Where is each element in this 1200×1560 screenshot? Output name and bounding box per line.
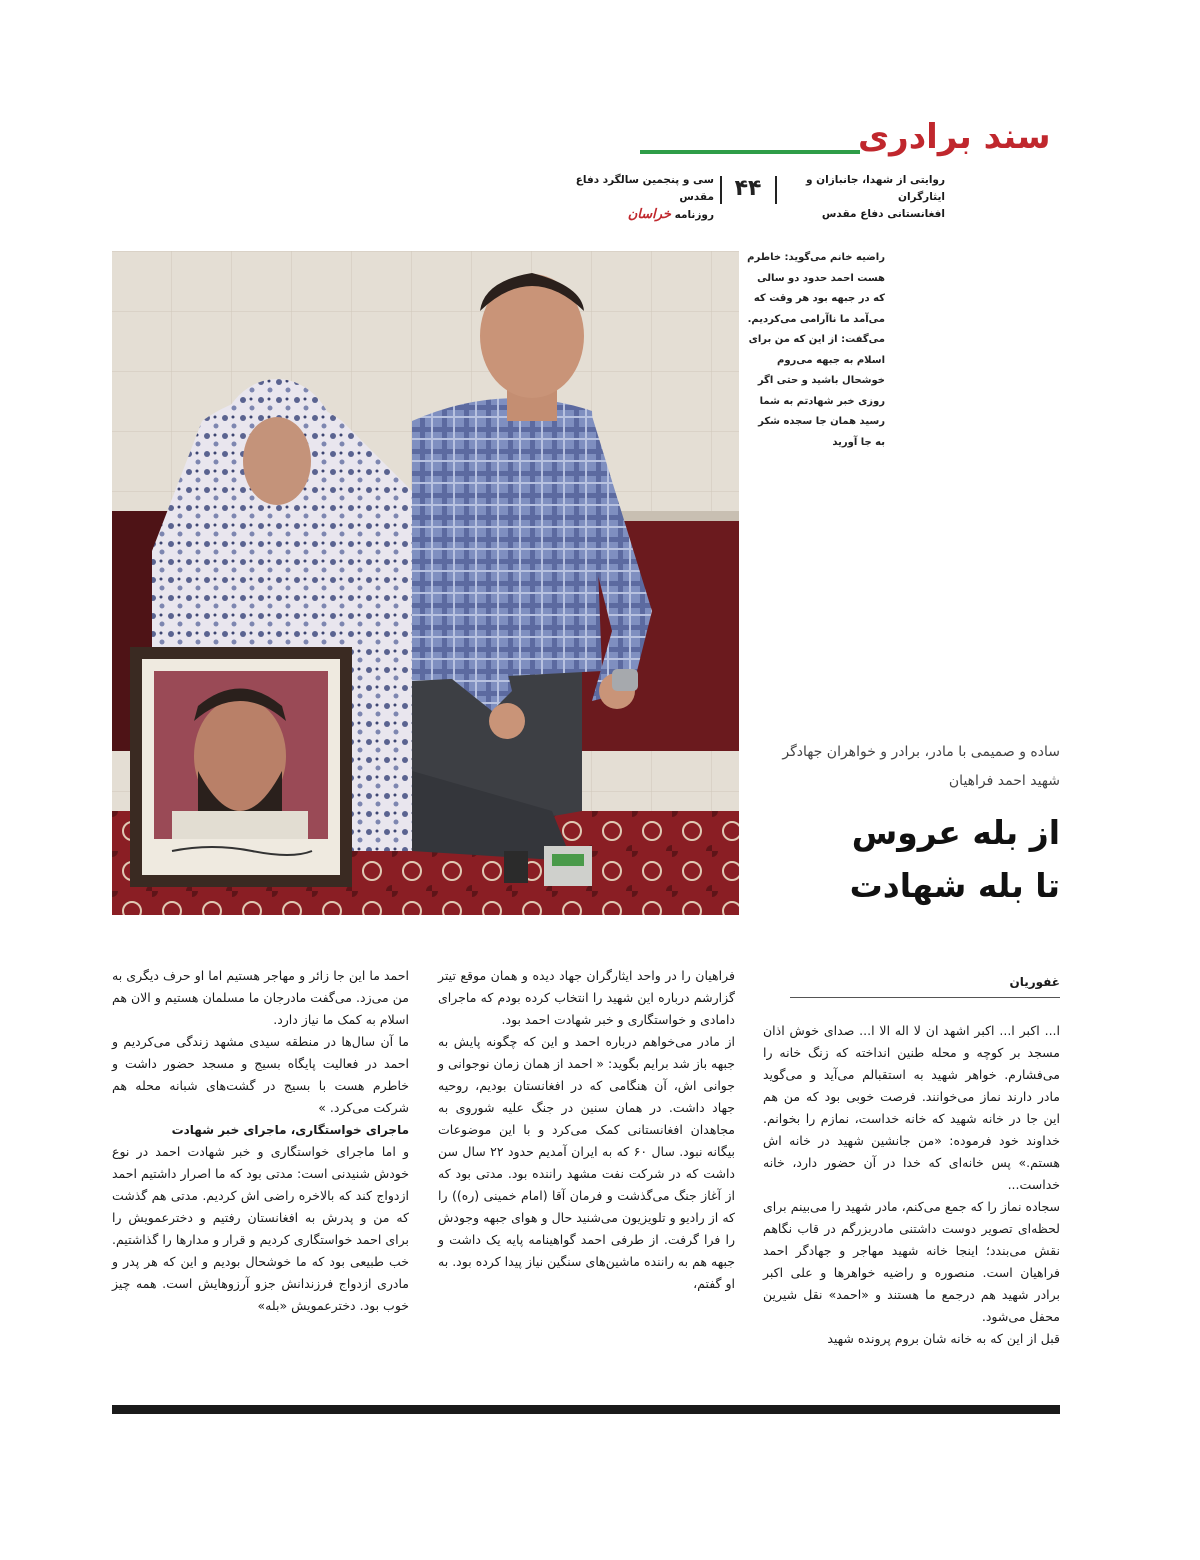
author-name: غفوریان bbox=[1009, 975, 1060, 989]
page-number: ۴۴ bbox=[734, 176, 762, 201]
paragraph: از مادر می‌خواهم درباره احمد و این که چگونه پایش به جبهه باز شد برایم بگوید: « احمد از همان زمان نوجوانی و جوانی اش، آن هنگامی که در افغانستان بودیم، روحیه جهاد داشت. در همان سنین در جنگ علیه شوروی به مجاهدان افغانستانی کمک می‌کرد و با این موضوعات بیگانه نبود. سال ۶۰ که به ایران آمدیم حدود ۲۲ سال سن داشت که در شرکت نفت مشهد راننده بود. مدتی بود که از آغاز جنگ می‌گذشت و فرمان آقا (امام خمینی (ره)) را که از رادیو و تلویزیون می‌شنید حال و هوای جبهه وجودش را فرا گرفت. از طرفی احمد گواهینامه پایه یک داشت و جبهه هم به راننده ماشین‌های سنگین نیاز پیدا کرده بود. به او گفتم، bbox=[438, 1034, 735, 1291]
paragraph: فراهیان را در واحد ایثارگران جهاد دیده و همان موقع تیتر گزارشم درباره این شهید را انتخاب کرده بودم که ماجرای دامادی و خواستگاری و خبر شهادت احمد بود. bbox=[438, 968, 735, 1027]
family-photo bbox=[112, 251, 739, 915]
paragraph: و اما ماجرای خواستگاری و خبر شهادت احمد در نوع خودش شنیدنی است: مدتی بود که ما اصرار داشتیم احمد ازدواج کند که بالاخره راضی اش کردیم. مدتی هم گذشت که من و پدرش به افغانستان رفتیم و دخترعمویش را برای احمد خواستگاری کردیم و قرار و مدارها را گذاشتیم. خب طبیعی بود که ما خوشحال بودیم و این که هر پدر و مادری ازدواج فرزندانش جزو آرزوهایش است. همه چیز خوب بود. دخترعمویش «بله» bbox=[112, 1144, 409, 1313]
series-title bbox=[785, 172, 945, 223]
headline-line-2: تا بله شهادت bbox=[849, 866, 1060, 905]
paragraph: احمد ما این جا زائر و مهاجر هستیم اما او حرف دیگری به من می‌زد. می‌گفت مادرجان ما مسلمان هستیم و الان هم اسلام به کمک ما نیاز دارد. bbox=[112, 968, 409, 1027]
article-column-right bbox=[763, 1020, 1060, 1350]
anniversary-line: سی و پنجمین سالگرد دفاع مقدس bbox=[575, 174, 714, 203]
photo-caption: راضیه خانم می‌گوید: خاطرم هست احمد حدود دو سالی که در جبهه بود هر وقت که می‌آمد ما ناآرامی می‌کردیم. می‌گفت: از این که من برای اسلام به جبهه می‌روم خوشحال باشید و حتی اگر روزی خبر شهادتم به شما رسید همان جا سجده شکر به جا آورید bbox=[747, 252, 885, 448]
article-lead: ساده و صمیمی با مادر، برادر و خواهران جهادگر شهید احمد فراهیان bbox=[782, 744, 1060, 789]
section-subheading: ماجرای خواستگاری، ماجرای خبر شهادت bbox=[171, 1123, 409, 1137]
newspaper-name: خراسان bbox=[627, 207, 671, 222]
magazine-logo bbox=[640, 117, 1051, 168]
page-bottom-bar bbox=[112, 1405, 1060, 1414]
paragraph: ا... اکبر ا... اکبر اشهد ان لا اله الا ا... صدای خوش اذان مسجد بر کوچه و محله طنین انداخته که زنگ خانه را می‌فشارم. خواهر شهید به استقبالم می‌آید و می‌گوید مادر دارند نماز می‌خوانند. فرصت خوبی بود که من هم این جا در خانه شهید که خانه خداست، نمازم را بخوانم. خداوند خود فرموده: «من جانشین شهید در خانه اش هستم.» پس خانه‌ای که خدا در آن حضور دارد، خانه خداست... bbox=[763, 1023, 1060, 1192]
publication-info bbox=[540, 172, 714, 224]
photo-illustration bbox=[112, 251, 739, 915]
headline-line-1: از بله عروس bbox=[851, 813, 1060, 852]
article-headline bbox=[760, 806, 1060, 912]
article-column-middle bbox=[438, 965, 735, 1295]
newspaper-line bbox=[540, 206, 714, 224]
newspaper-prefix: روزنامه bbox=[674, 209, 714, 221]
paragraph: قبل از این که به خانه شان بروم پرونده شهید bbox=[827, 1331, 1060, 1346]
author-divider bbox=[790, 997, 1060, 998]
paragraph: سجاده نماز را که جمع می‌کنم، مادر شهید را می‌بینم برای لحظه‌ای تصویر دوست داشتنی مادربزرگم در قاب نگاهم نقش می‌بندد؛ اینجا خانه شهید مهاجر و جهادگر احمد فراهیان است. منصوره و راضیه خواهرها و علی اکبر برادر شهید هم درجمع ما هستند و «احمد» نقل شیرین محفل می‌شود. bbox=[763, 1199, 1060, 1324]
series-line-1: روایتی از شهدا، جانبازان و ایثارگران bbox=[805, 174, 945, 203]
paragraph: ما آن سال‌ها در منطقه سیدی مشهد زندگی می‌کردیم و احمد در فعالیت پایگاه بسیج و مسجد حضور داشت و خاطرم هست با بسیج در گشت‌های شبانه محله هم شرکت می‌کرد. » bbox=[112, 1034, 409, 1115]
header-divider bbox=[720, 176, 722, 204]
logo-text: سند برادری bbox=[858, 117, 1051, 157]
logo-green-bar bbox=[640, 150, 860, 154]
header-divider bbox=[775, 176, 777, 204]
article-column-left bbox=[112, 965, 409, 1317]
series-line-2: افغانستانی دفاع مقدس bbox=[821, 208, 945, 220]
